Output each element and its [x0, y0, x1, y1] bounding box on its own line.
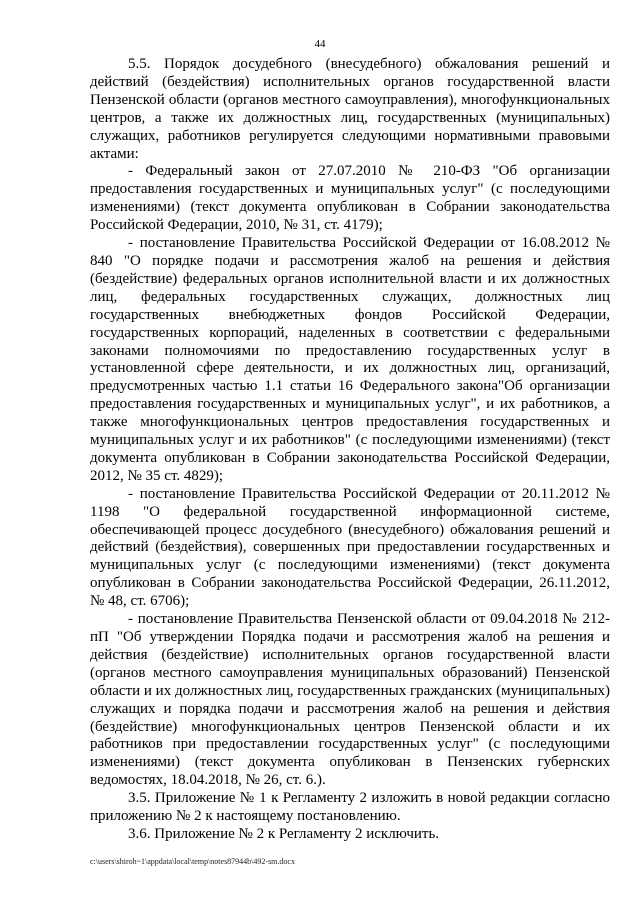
document-body	[90, 56, 610, 844]
paragraph-3-5: 3.5. Приложение № 1 к Регламенту 2 изложить в новой редакции согласно приложению № 2 к настоящему постановлению.	[90, 790, 610, 825]
paragraph-5-5: 5.5. Порядок досудебного (внесудебного) обжалования решений и действий (бездействия) исполнительных органов государственной власти Пензенской области (органов местного самоуправления), многофункциональных центров, а также их должностных лиц, государственных (муниципальных) служащих, работников регулируется следующими нормативными правовыми актами:	[90, 56, 610, 162]
page-number: 44	[314, 38, 326, 50]
paragraph-3-6: 3.6. Приложение № 2 к Регламенту 2 исключить.	[128, 825, 440, 842]
paragraph-federal-law-210: - Федеральный закон от 27.07.2010 № 210-ФЗ "Об организации предоставления государственных и муниципальных услуг" (с последующими изменениями) (текст документа опубликован в Собрании законодательства Российской Федерации, 2010, № 31, ст. 4179);	[90, 163, 610, 234]
paragraph-resolution-1198: - постановление Правительства Российской Федерации от 20.11.2012 № 1198 "О федеральной государственной информационной системе, обеспечивающей процесс досудебного (внесудебного) обжалования решений и действий (бездействия), совершенных при предоставлении государственных и муниципальных услуг (с последующими изменениями) (текст документа опубликован в Собрании законодательства Российской Федерации, 26.11.2012, № 48, ст. 6706);	[90, 485, 610, 610]
paragraph-resolution-212: - постановление Правительства Пензенской области от 09.04.2018 № 212-пП "Об утверждении Порядка подачи и рассмотрения жалоб на решения и действия (бездействие) исполнительных органов государственной власти (органов местного самоуправления муниципальных образований) Пензенской области и их должностных лиц, государственных гражданских (муниципальных) служащих и порядка подачи и рассмотрения жалоб на решения и действия (бездействие) многофункциональных центров Пензенской области и их работников при предоставлении государственных услуг" (с последующими изменениями) (текст документа опубликован в Пензенских губернских ведомостях, 18.04.2018, № 26, ст. 6.).	[90, 611, 610, 789]
footer-file-path: c:\users\shiroh~1\appdata\local\temp\notes87944b\492-sm.docx	[90, 857, 295, 866]
paragraph-resolution-840: - постановление Правительства Российской Федерации от 16.08.2012 № 840 "О порядке подачи и рассмотрения жалоб на решения и действия (бездействие) федеральных органов исполнительной власти и их должностных лиц, федеральных государственных служащих, должностных лиц государственных внебюджетных фондов Российской Федерации, государственных корпораций, наделенных в соответствии с федеральными законами полномочиями по предоставлению государственных услуг в установленной сфере деятельности, и их должностных лиц, организаций, предусмотренных частью 1.1 статьи 16 Федерального закона"Об организации предоставления государственных и муниципальных услуг", и их работников, а также многофункциональных центров предоставления государственных и муниципальных услуг и их работников" (с последующими изменениями) (текст документа опубликован в Собрании законодательства Российской Федерации, 2012, № 35 ст. 4829);	[90, 235, 610, 484]
